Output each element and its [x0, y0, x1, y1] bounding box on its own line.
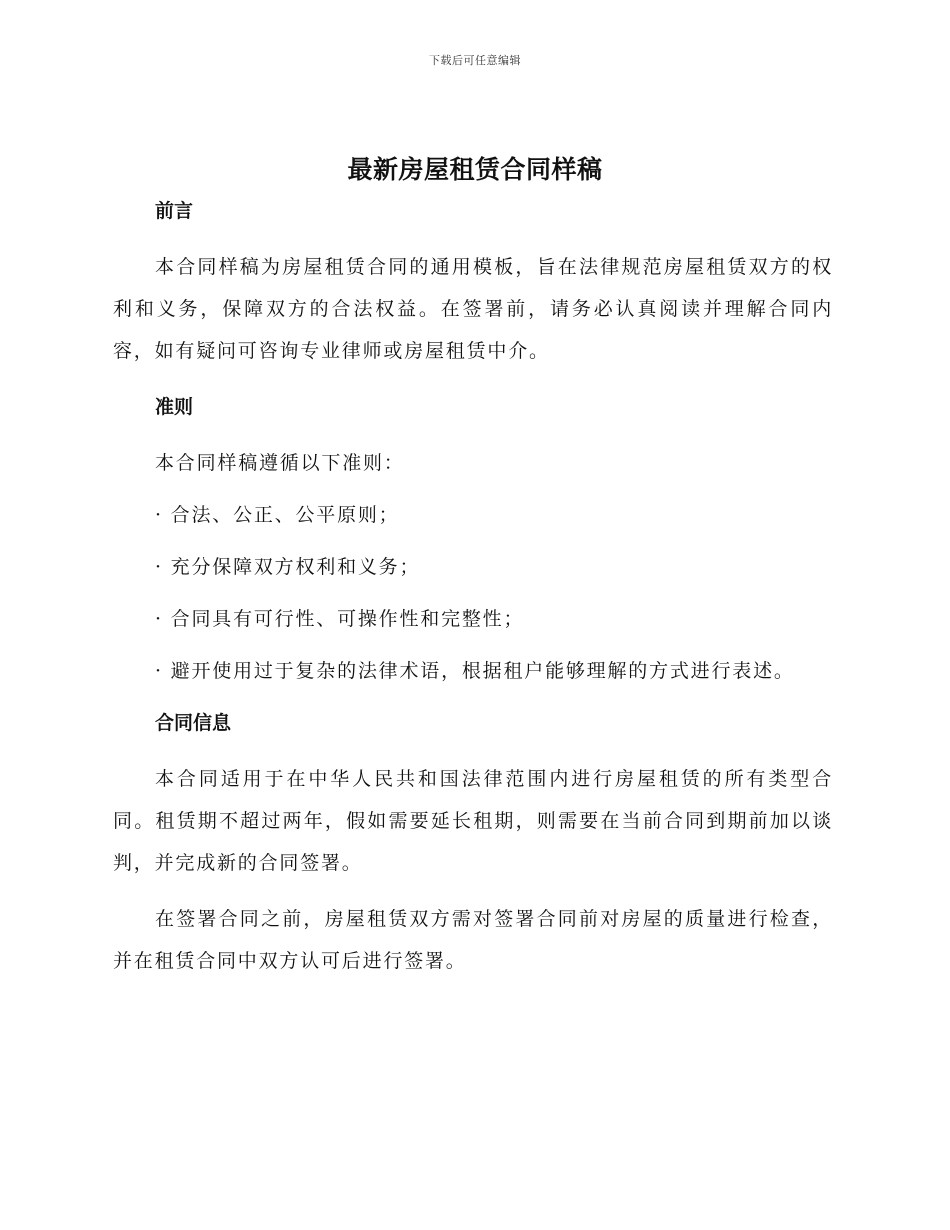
- preface-paragraph: 本合同样稿为房屋租赁合同的通用模板，旨在法律规范房屋租赁双方的权利和义务，保障双方的合法权益。在签署前，请务必认真阅读并理解合同内容，如有疑问可咨询专业律师或房屋租赁中介。: [113, 256, 833, 362]
- document-body: [113, 190, 833, 982]
- page-header: 下载后可任意编辑: [429, 54, 521, 67]
- section-heading-preface: 前言: [155, 200, 194, 222]
- section-heading-contract-info: 合同信息: [155, 712, 232, 734]
- principles-intro: 本合同样稿遵循以下准则：: [155, 452, 405, 474]
- contract-info-paragraph: 在签署合同之前，房屋租赁双方需对签署合同前对房屋的质量进行检查，并在租赁合同中双方认可后进行签署。: [113, 908, 833, 972]
- principle-item: · 避开使用过于复杂的法律术语，根据租户能够理解的方式进行表述。: [155, 660, 795, 682]
- principle-item: · 合同具有可行性、可操作性和完整性；: [155, 608, 525, 630]
- document-title: 最新房屋租赁合同样稿: [347, 155, 603, 184]
- principle-item: · 合法、公正、公平原则；: [155, 504, 400, 526]
- principle-item: · 充分保障双方权利和义务；: [155, 556, 421, 578]
- section-heading-principles: 准则: [155, 396, 194, 418]
- contract-info-paragraph: 本合同适用于在中华人民共和国法律范围内进行房屋租赁的所有类型合同。租赁期不超过两年，假如需要延长租期，则需要在当前合同到期前加以谈判，并完成新的合同签署。: [113, 768, 833, 874]
